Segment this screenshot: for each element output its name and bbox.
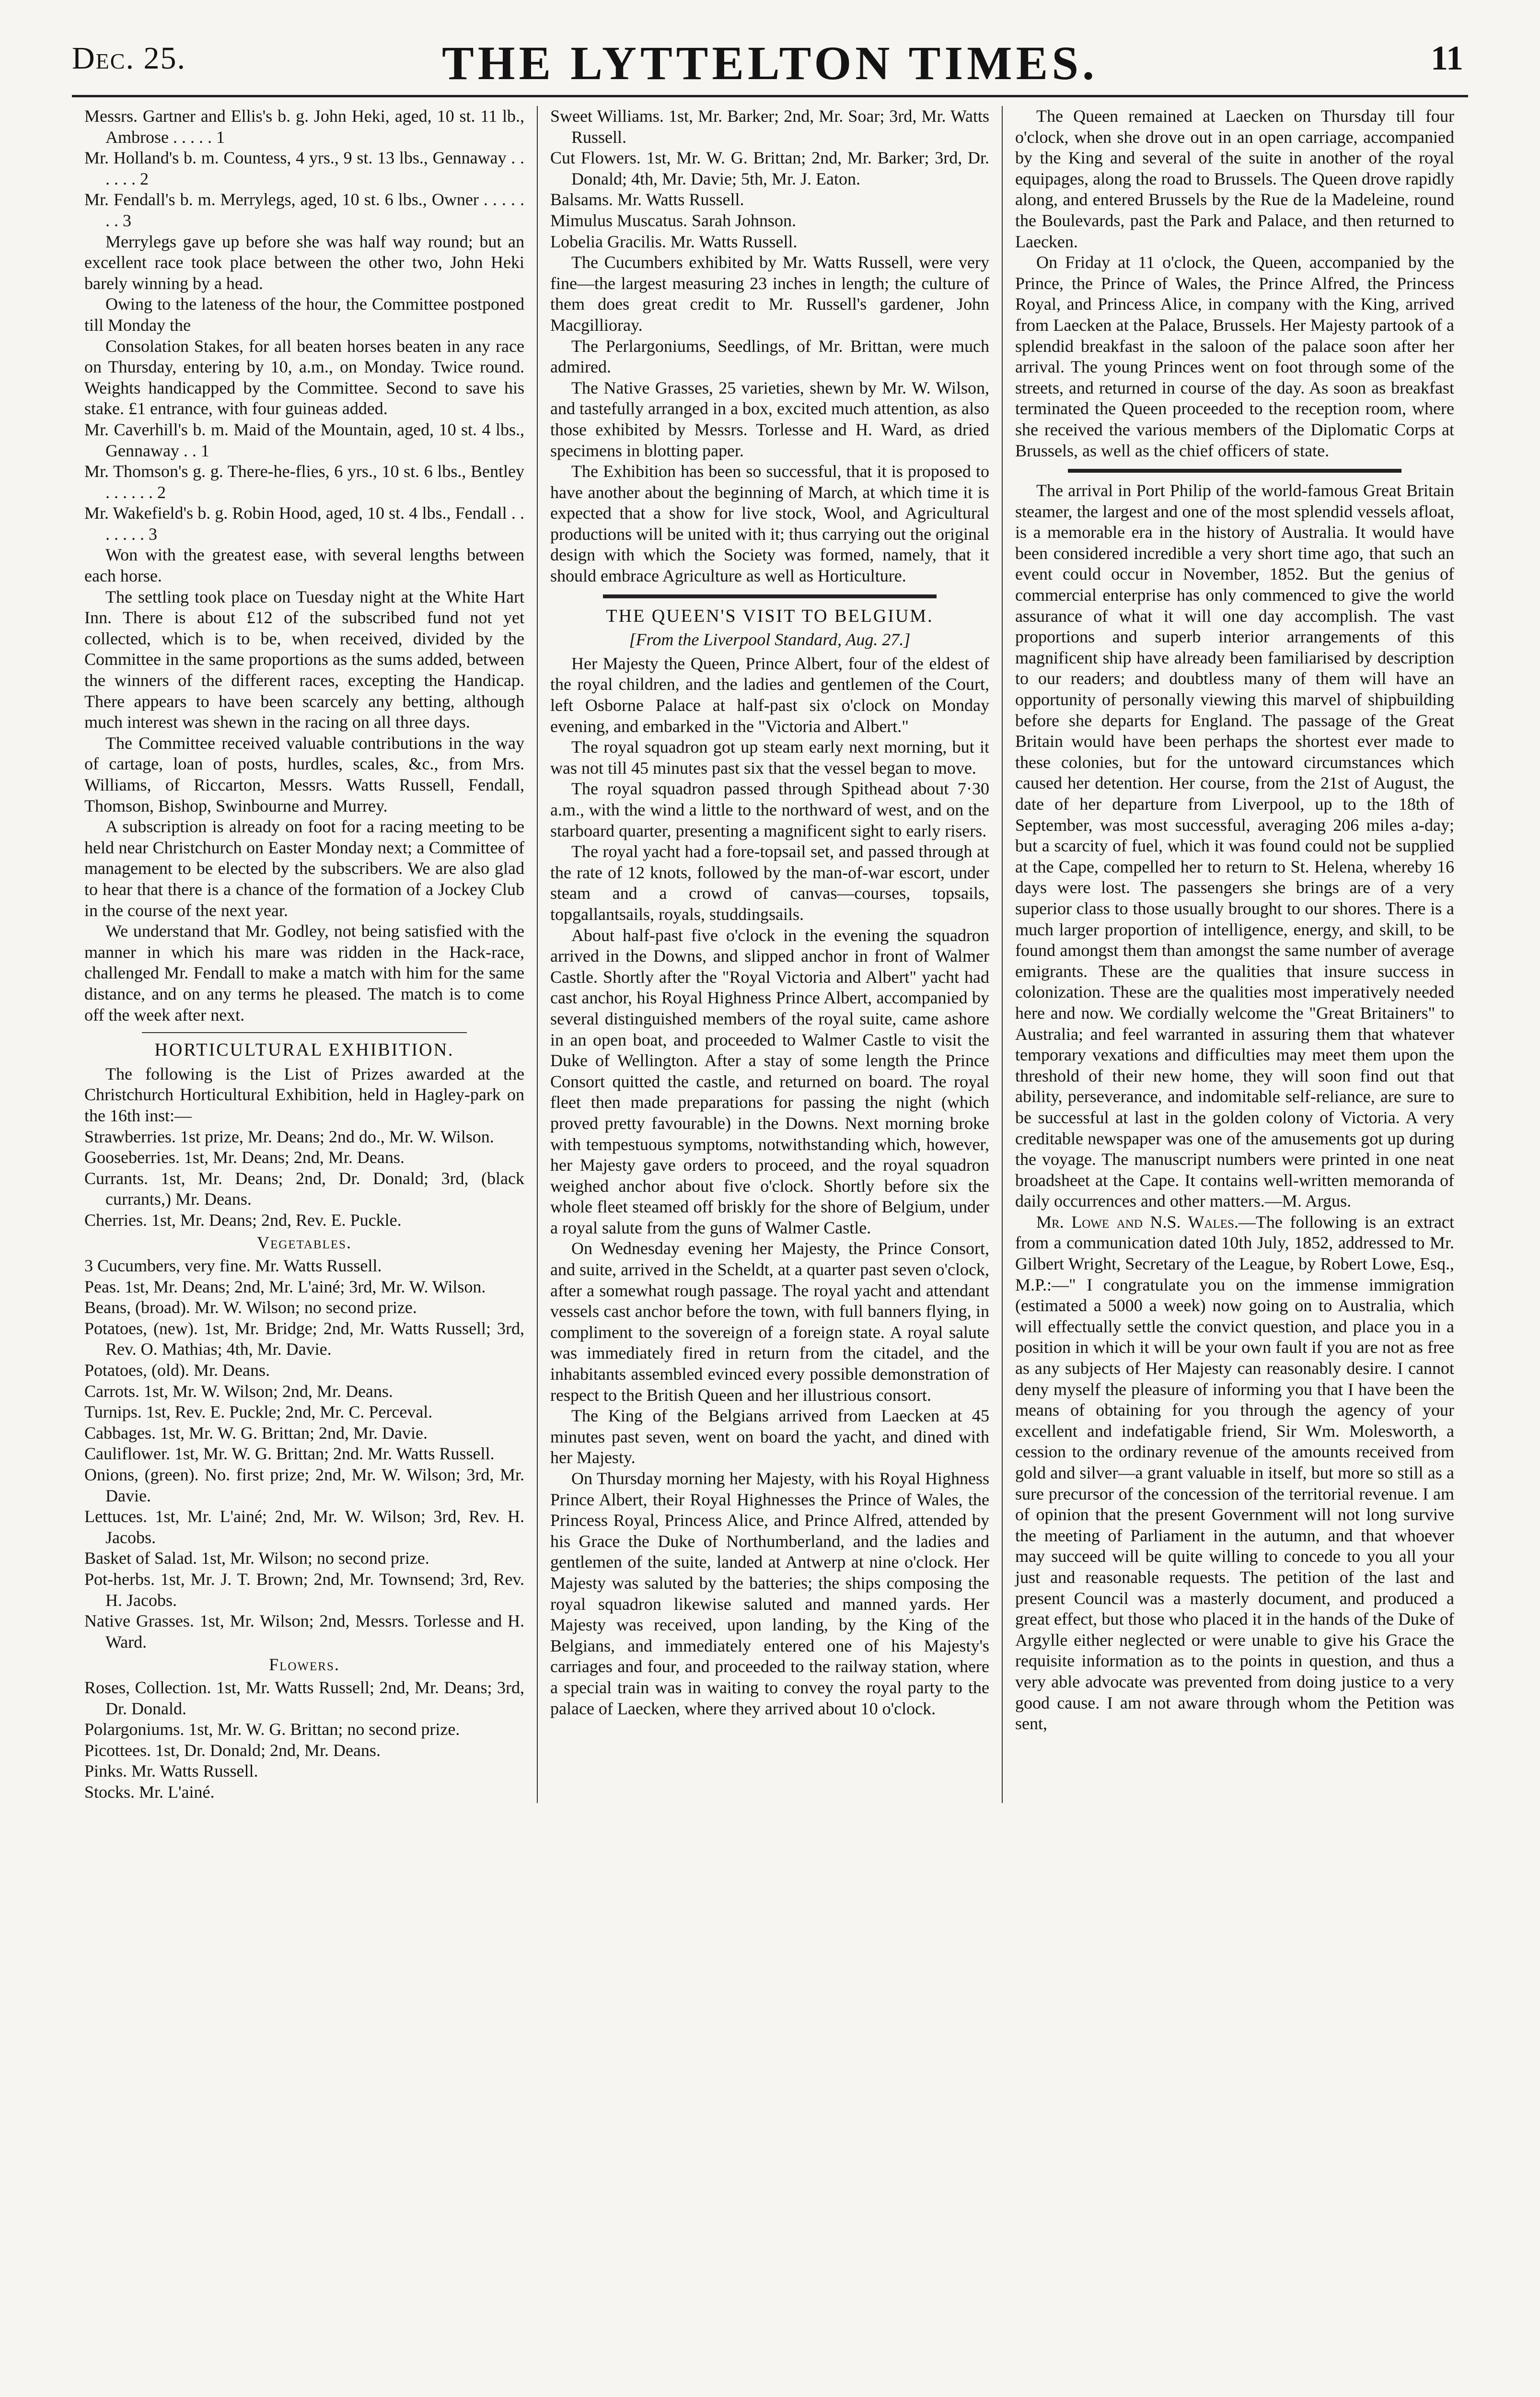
paragraph: Merrylegs gave up before she was half way round; but an excellent race took place between the other two, John Heki barely winning by a head. — [84, 232, 524, 293]
prize-entry: Balsams. Mr. Watts Russell. — [550, 190, 744, 209]
issue-date: Dec. 25. — [72, 41, 186, 76]
prize-entry: Roses, Collection. 1st, Mr. Watts Russell; 2nd, Mr. Deans; 3rd, Dr. Donald. — [84, 1677, 524, 1718]
prize-entry: Native Grasses. 1st, Mr. Wilson; 2nd, Messrs. Torlesse and H. Ward. — [84, 1611, 524, 1652]
paragraph: The Perlargoniums, Seedlings, of Mr. Brittan, were much admired. — [550, 336, 989, 377]
paragraph-body: —The following is an extract from a communication dated 10th July, 1852, addressed to Mr. Gilbert Wright, Secretary of the League, by Robert Lowe, Esq., M.P.:—" I congratulate you on the immense immigration (estimated a 5000 a week) now going on to Australia, which will effectually settle the convict question, and place you in a position in which it will be your own fault if you are not as free as any subjects of Her Majesty can reasonably desire. I cannot deny myself the pleasure of informing you that I have been the means of obtaining for you through the agency of your excellent and indefatigable friend, Sir Wm. Molesworth, a cession to the ordinary revenue of the amounts received from gold and silver—a grant valuable in itself, but more so still as a sure precursor of the concession of the territorial revenue. I am of opinion that the present Government will not long survive the meeting of Parliament in the autumn, and that whoever may succeed will be quite willing to concede to you all your just and reasonable requests. The petition of the last and present Council was a masterly document, and produced a great effect, but those who placed it in the hands of the Duke of Argylle either neglected or were unable to give his Grace the requisite information as to the points in question, and thus a very able advocate was prevented from doing justice to a very good cause. I am not aware through whom the Petition was sent, — [1015, 1212, 1454, 1734]
paragraph: On Wednesday evening her Majesty, the Prince Consort, and suite, arrived in the Scheldt, at a quarter past seven o'clock, after a somewhat rough passage. The royal yacht and attendant vessels cast anchor before the town, with full banners flying, in compliment to the sovereign of a foreign state. A royal salute was immediately fired in return from the citadel, and the inhabitants assembled evinced every possible demonstration of respect to the British Queen and her illustrious consort. — [550, 1239, 989, 1405]
race-entry: Mr. Thomson's g. g. There-he-flies, 6 yrs., 10 st. 6 lbs., Bentley . . . . . . 2 — [84, 462, 524, 502]
prize-entry: Cherries. 1st, Mr. Deans; 2nd, Rev. E. Puckle. — [84, 1210, 402, 1230]
prize-entry: Stocks. Mr. L'ainé. — [84, 1782, 215, 1802]
paragraph: The Native Grasses, 25 varieties, shewn by Mr. W. Wilson, and tastefully arranged in a box, excited much attention, as also those exhibited by Messrs. Torlesse and H. Ward, as dried specimens in blotting paper. — [550, 378, 989, 460]
prize-entry: Cut Flowers. 1st, Mr. W. G. Brittan; 2nd, Mr. Barker; 3rd, Dr. Donald; 4th, Mr. Davie; 5th, Mr. J. Eaton. — [550, 148, 989, 188]
prize-entry: Picottees. 1st, Dr. Donald; 2nd, Mr. Deans. — [84, 1740, 381, 1760]
paragraph: On Friday at 11 o'clock, the Queen, accompanied by the Prince, the Prince of Wales, the Prince Alfred, the Princess Royal, and Princess Alice, in company with the King, arrived from Laecken at the Palace, Brussels. Her Majesty partook of a splendid breakfast in the saloon of the palace soon after her arrival. The young Princes went on foot through some of the streets, and returned in course of the day. As soon as breakfast terminated the Queen proceeded to the reception room, where she received the various members of the Diplomatic Corps at Brussels, as well as the chief officers of state. — [1015, 253, 1454, 460]
prize-entry: Lettuces. 1st, Mr. L'ainé; 2nd, Mr. W. Wilson; 3rd, Rev. H. Jacobs. — [84, 1507, 524, 1547]
subheading: Flowers. — [269, 1655, 340, 1675]
prize-entry: Sweet Williams. 1st, Mr. Barker; 2nd, Mr. Soar; 3rd, Mr. Watts Russell. — [550, 106, 989, 147]
section-divider — [603, 594, 937, 598]
prize-entry: Currants. 1st, Mr. Deans; 2nd, Dr. Donald; 3rd, (black currants,) Mr. Deans. — [84, 1168, 524, 1209]
prize-entry: Mimulus Muscatus. Sarah Johnson. — [550, 210, 796, 230]
prize-entry: Potatoes, (new). 1st, Mr. Bridge; 2nd, Mr. Watts Russell; 3rd, Rev. O. Mathias; 4th, Mr. Davie. — [84, 1318, 524, 1359]
prize-entry: Strawberries. 1st prize, Mr. Deans; 2nd do., Mr. W. Wilson. — [84, 1127, 494, 1146]
prize-entry: Carrots. 1st, Mr. W. Wilson; 2nd, Mr. Deans. — [84, 1381, 393, 1401]
paragraph: The Exhibition has been so successful, that it is proposed to have another about the beginning of March, at which time it is expected that a show for live stock, Wool, and Agricultural productions will be united with it; thus carrying out the original design with which the Society was formed, namely, that it should embrace Agriculture as well as Horticulture. — [550, 462, 989, 586]
page-number: 11 — [1430, 39, 1463, 77]
paragraph-lead: Mr. Lowe and N.S. Wales. — [1036, 1212, 1239, 1232]
paragraph: A subscription is already on foot for a racing meeting to be held near Christchurch on Easter Monday next; a Committee of management to be elected by the subscribers. We are also glad to hear that there is a chance of the formation of a Jockey Club in the course of the next year. — [84, 817, 524, 920]
paragraph: The arrival in Port Philip of the world-famous Great Britain steamer, the largest and one of the most splendid vessels afloat, is a memorable era in the history of Australia. It would have been considered incredible a very short time ago, that such an event could occur in November, 1852. But the genius of commercial enterprise has only commenced to give the world assurance of what it will one day accomplish. The vast proportions and superb interior arrangements of this magnificent ship have already been familiarised by description to our readers; and doubtless many of them will have an opportunity of personally viewing this marvel of shipbuilding before she departs for England. The passage of the Great Britain would have been perhaps the shortest ever made to these colonies, but for the untoward circumstances which caused her detention. Her course, from the 21st of August, the date of her departure from Liverpool, up to the 18th of September, was most successful, averaging 206 miles a-day; but a scarcity of fuel, which it was found could not be supplied at the Cape, compelled her to return to St. Helena, whereby 16 days were lost. The passengers she brings are of a very superior class to those usually brought to our shores. There is a much larger proportion of intelligence, energy, and skill, to be found amongst them than amongst the same number of average emigrants. These are the qualities that insure success in colonization. These are the qualities most imperatively needed here and now. We cordially welcome the "Great Britainers" to Australia; and feel warranted in assuring them that whatever temporary vexations and difficulties may meet them upon the threshold of their new home, they will soon find out that ability, perseverance, and indomitable self-reliance, are sure to be successful at last in the golden colony of Victoria. A very creditable newspaper was one of the amusements got up during the voyage. The manuscript numbers were printed in one neat broadsheet at the Cape. It contains well-written memoranda of daily occurrences and other matters.—M. Argus. — [1015, 481, 1454, 1211]
prize-entry: Gooseberries. 1st, Mr. Deans; 2nd, Mr. Deans. — [84, 1148, 405, 1167]
race-entry: Messrs. Gartner and Ellis's b. g. John Heki, aged, 10 st. 11 lb., Ambrose . . . . . 1 — [84, 106, 524, 147]
paragraph: Her Majesty the Queen, Prince Albert, four of the eldest of the royal children, and the ladies and gentlemen of the Court, left Osborne Palace at half-past six o'clock on Monday evening, and embarked in the "Victoria and Albert." — [550, 653, 989, 736]
article-source: [From the Liverpool Standard, Aug. 27.] — [629, 630, 911, 650]
prize-entry: Cabbages. 1st, Mr. W. G. Brittan; 2nd, Mr. Davie. — [84, 1423, 428, 1443]
race-entry: Mr. Fendall's b. m. Merrylegs, aged, 10 st. 6 lbs., Owner . . . . . . . 3 — [84, 190, 524, 230]
paragraph: Won with the greatest ease, with several lengths between each horse. — [84, 545, 524, 586]
race-entry: Mr. Wakefield's b. g. Robin Hood, aged, 10 st. 4 lbs., Fendall . . . . . . . 3 — [84, 503, 524, 544]
prize-entry: Polargoniums. 1st, Mr. W. G. Brittan; no second prize. — [84, 1720, 460, 1739]
section-heading: HORTICULTURAL EXHIBITION. — [154, 1040, 454, 1060]
prize-entry: Pot-herbs. 1st, Mr. J. T. Brown; 2nd, Mr. Townsend; 3rd, Rev. H. Jacobs. — [84, 1569, 524, 1610]
column-3 — [1002, 106, 1467, 1803]
paragraph: Consolation Stakes, for all beaten horses beaten in any race on Thursday, entering by 10, a.m., on Monday. Twice round. Weights handicapped by the Committee. Second to save his stake. £1 entrance, with four guineas added. — [84, 336, 524, 419]
prize-entry: Onions, (green). No. first prize; 2nd, Mr. W. Wilson; 3rd, Mr. Davie. — [84, 1465, 524, 1505]
prize-entry: 3 Cucumbers, very fine. Mr. Watts Russell. — [84, 1256, 382, 1276]
paragraph: The Queen remained at Laecken on Thursday till four o'clock, when she drove out in an open carriage, accompanied by the King and several of the suite in another of the royal equipages, along the road to Brussels. The Queen drove rapidly along, and entered Brussels by the Rue de la Madeleine, round the Boulevards, past the Park and Palace, and then returned to Laecken. — [1015, 106, 1454, 251]
prize-entry: Peas. 1st, Mr. Deans; 2nd, Mr. L'ainé; 3rd, Mr. W. Wilson. — [84, 1277, 486, 1296]
paragraph: The King of the Belgians arrived from Laecken at 45 minutes past seven, went on board the yacht, and dined with her Majesty. — [550, 1406, 989, 1467]
subheading: Vegetables. — [256, 1233, 352, 1253]
masthead — [72, 23, 1468, 97]
prize-entry: Cauliflower. 1st, Mr. W. G. Brittan; 2nd. Mr. Watts Russell. — [84, 1444, 495, 1464]
columns — [72, 106, 1468, 1803]
paragraph: We understand that Mr. Godley, not being satisfied with the manner in which his mare was ridden in the Hack-race, challenged Mr. Fendall to make a match with him for the same distance, and on any terms he pleased. The match is to come off the week after next. — [84, 921, 524, 1024]
paragraph: The Cucumbers exhibited by Mr. Watts Russell, were very fine—the largest measuring 23 inches in length; the culture of them does great credit to Mr. Russell's gardener, John Macgillioray. — [550, 253, 989, 335]
race-entry: Mr. Holland's b. m. Countess, 4 yrs., 9 st. 13 lbs., Gennaway . . . . . . 2 — [84, 148, 524, 188]
prize-entry: Beans, (broad). Mr. W. Wilson; no second prize. — [84, 1298, 417, 1317]
section-heading: THE QUEEN'S VISIT TO BELGIUM. — [606, 605, 934, 626]
newspaper-title: THE LYTTELTON TIMES. — [442, 36, 1098, 90]
section-divider — [1068, 469, 1401, 473]
race-entry: Mr. Caverhill's b. m. Maid of the Mountain, aged, 10 st. 4 lbs., Gennaway . . 1 — [84, 419, 524, 460]
paragraph: Owing to the lateness of the hour, the Committee postponed till Monday the — [84, 294, 524, 335]
prize-entry: Lobelia Gracilis. Mr. Watts Russell. — [550, 232, 798, 251]
prize-entry: Turnips. 1st, Rev. E. Puckle; 2nd, Mr. C. Perceval. — [84, 1402, 433, 1422]
column-2 — [537, 106, 1002, 1803]
paragraph: The following is the List of Prizes awarded at the Christchurch Horticultural Exhibition, held in Hagley-park on the 16th inst:— — [84, 1064, 524, 1125]
paragraph: The royal yacht had a fore-topsail set, and passed through at the rate of 12 knots, followed by the man-of-war escort, under steam and a crowd of canvas—courses, topsails, topgallantsails, royals, studdingsails. — [550, 842, 989, 924]
column-1 — [72, 106, 537, 1803]
paragraph: The royal squadron passed through Spithead about 7·30 a.m., with the wind a little to the northward of west, and on the starboard quarter, presenting a magnificent sight to early risers. — [550, 779, 989, 840]
prize-entry: Basket of Salad. 1st, Mr. Wilson; no second prize. — [84, 1548, 429, 1568]
paragraph: The Committee received valuable contributions in the way of cartage, loan of posts, hurdles, scales, &c., from Mrs. Williams, of Riccarton, Messrs. Watts Russell, Fendall, Thomson, Bishop, Swinbourne and Murrey. — [84, 733, 524, 815]
prize-entry: Pinks. Mr. Watts Russell. — [84, 1761, 258, 1781]
paragraph: About half-past five o'clock in the evening the squadron arrived in the Downs, and slipped anchor in front of Walmer Castle. Shortly after the "Royal Victoria and Albert" yacht had cast anchor, his Royal Highness Prince Albert, accompanied by several distinguished members of the royal suite, came ashore in an open boat, and proceeded to Walmer Castle to visit the Duke of Wellington. After a stay of some length the Prince Consort quitted the castle, and returned on board. The royal fleet then made preparations for passing the night (which proved pretty favourable) in the Downs. Next morning broke with tempestuous symptoms, notwithstanding which, however, her Majesty gave orders to proceed, and the royal squadron weighed anchor about five o'clock. Shortly before six the whole fleet steamed off briskly for the shore of Belgium, under a royal salute from the guns of Walmer Castle. — [550, 925, 989, 1237]
paragraph: The settling took place on Tuesday night at the White Hart Inn. There is about £12 of the subscribed fund not yet collected, which is to be, when received, divided by the Committee in the same proportions as the sums added, between the winners of the different races, excepting the Handicap. There appears to have been scarcely any betting, although much interest was shewn in the racing on all three days. — [84, 587, 524, 732]
paragraph: On Thursday morning her Majesty, with his Royal Highness Prince Albert, their Royal Highnesses the Prince of Wales, the Princess Royal, Princess Alice, and Prince Alfred, attended by his Grace the Duke of Northumberland, and the ladies and gentlemen of the suite, landed at Antwerp at nine o'clock. Her Majesty was saluted by the batteries; the ships composing the royal squadron likewise saluted and manned yards. Her Majesty was received, upon landing, by the King of the Belgians, and immediately entered one of his Majesty's carriages and four, and proceeded to the railway station, where a special train was in waiting to convey the royal party to the palace of Laecken, where they arrived about 10 o'clock. — [550, 1469, 989, 1718]
prize-entry: Potatoes, (old). Mr. Deans. — [84, 1361, 270, 1380]
paragraph: The royal squadron got up steam early next morning, but it was not till 45 minutes past six that the vessel began to move. — [550, 737, 989, 778]
section-divider — [142, 1032, 467, 1033]
paragraph — [1015, 1212, 1454, 1734]
